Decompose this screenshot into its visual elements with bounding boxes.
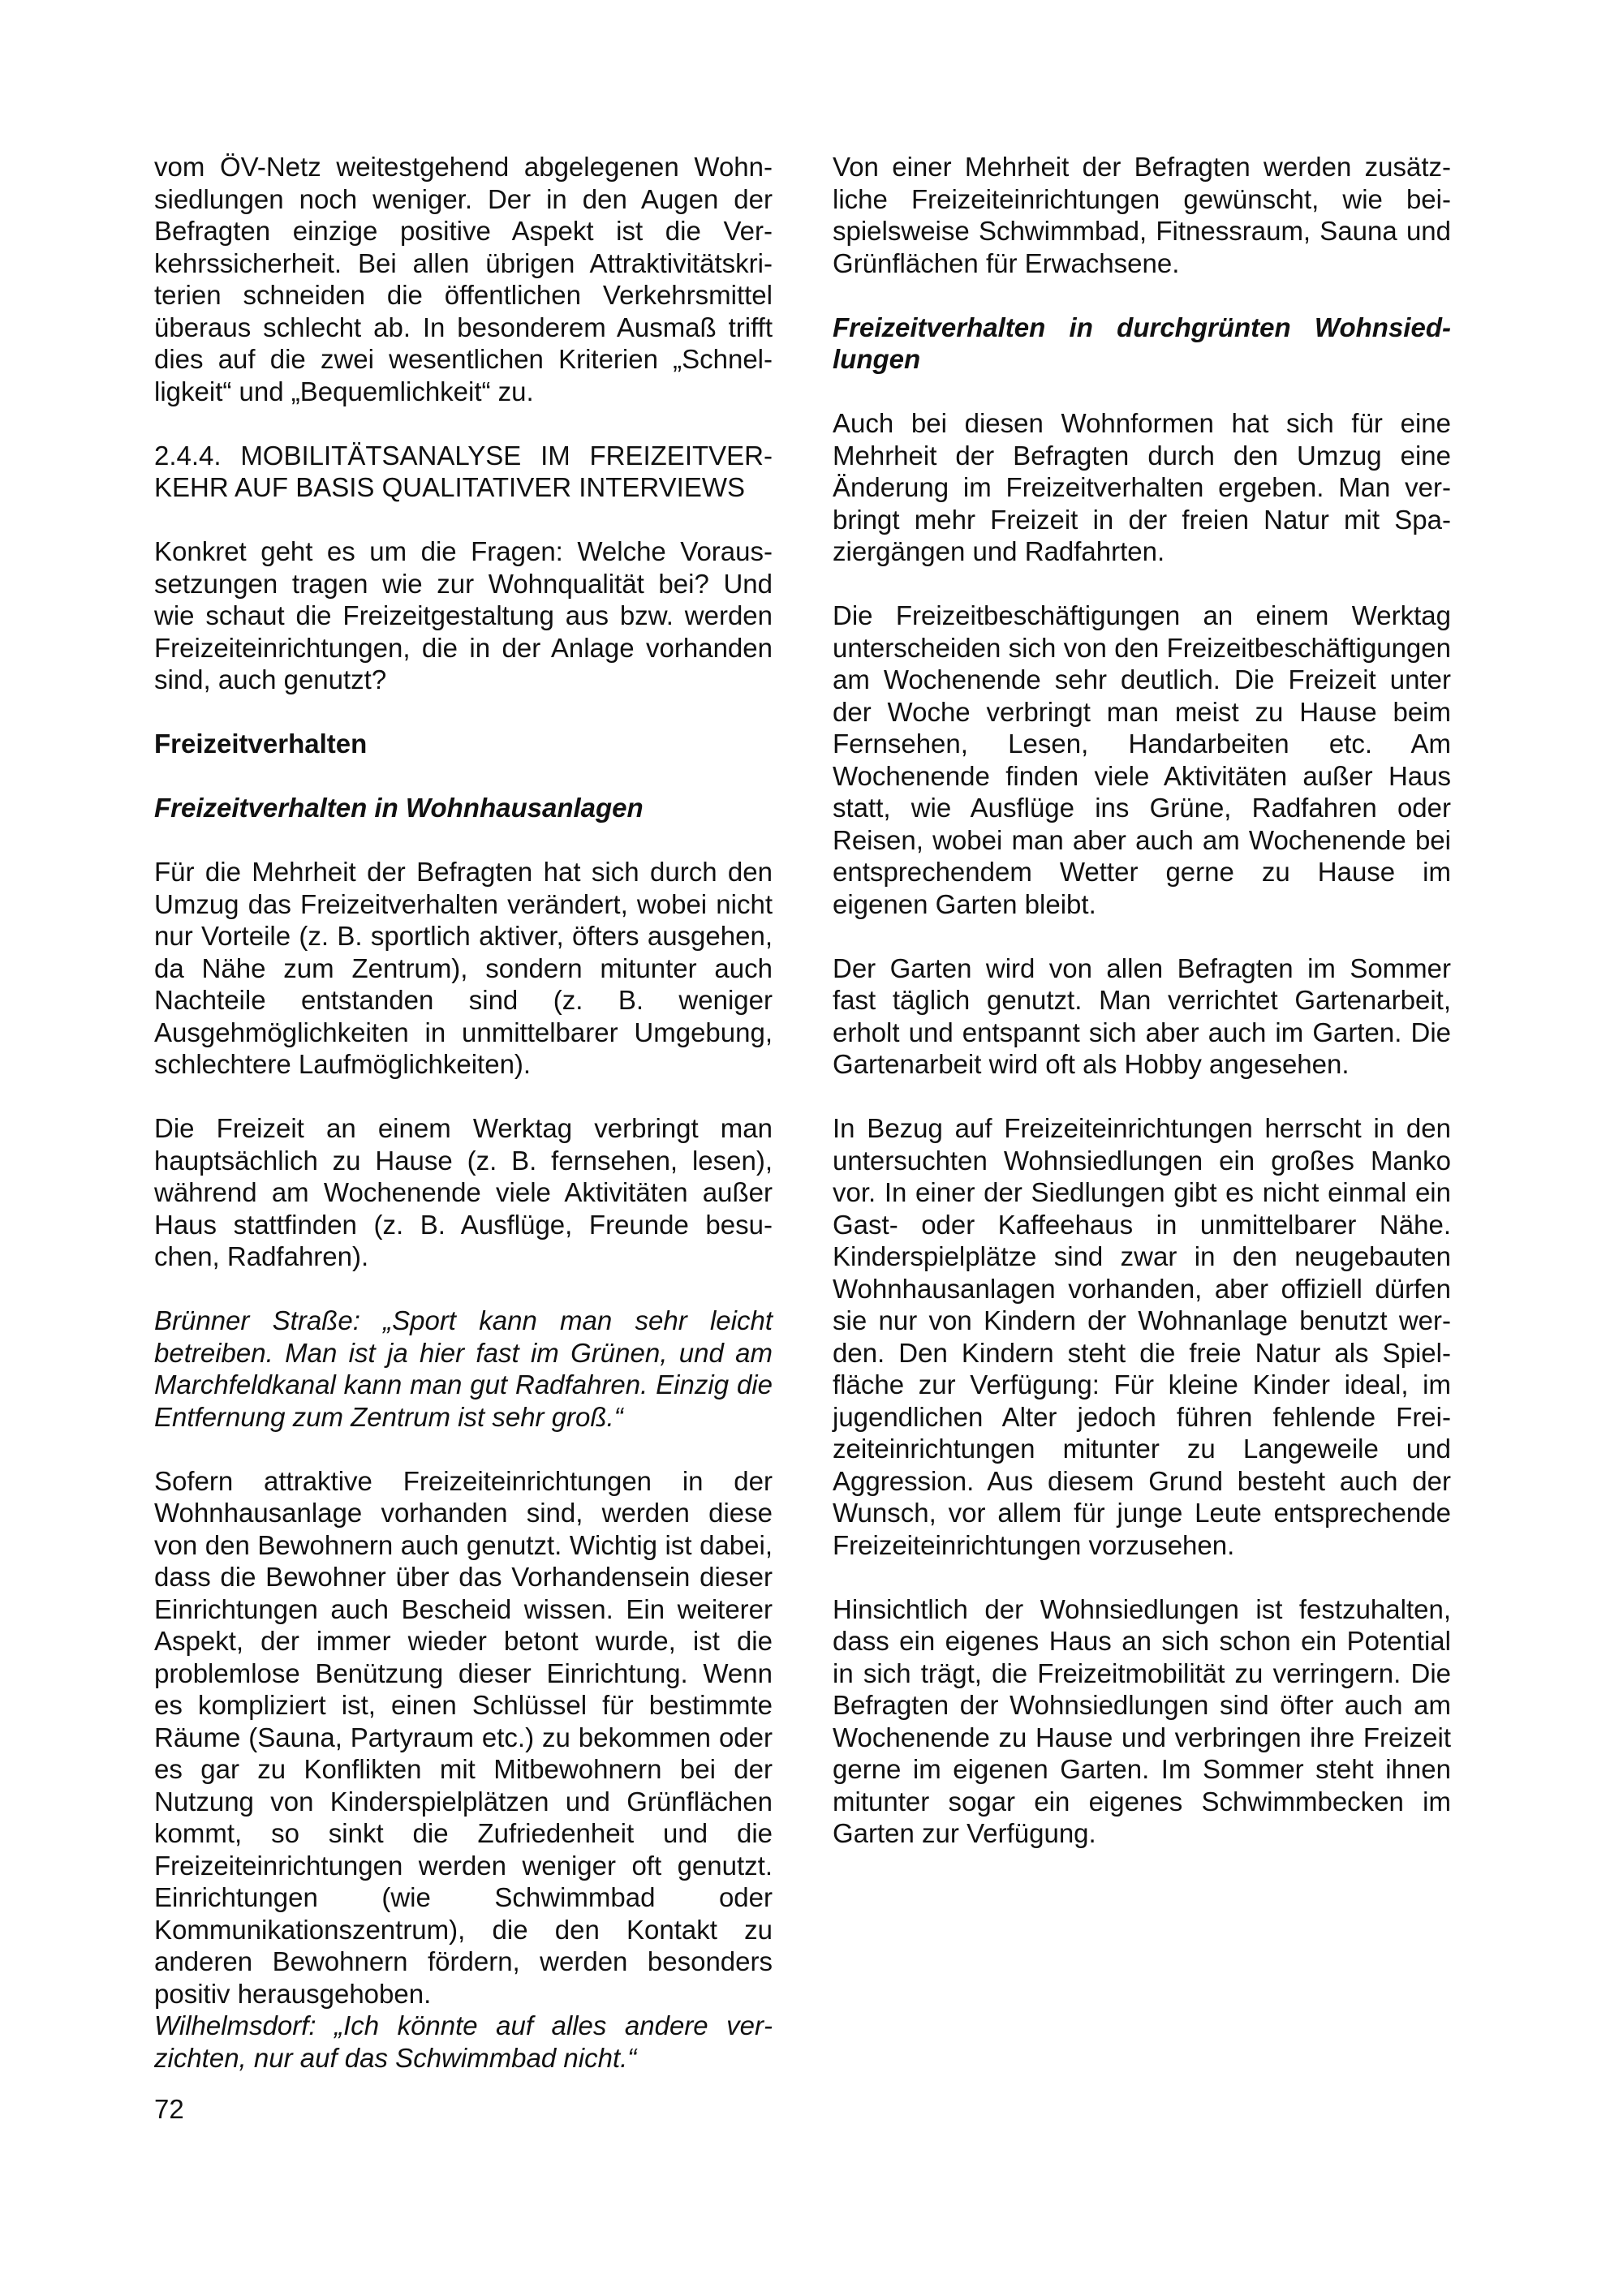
section-heading: 2.4.4. MOBILITÄTSANALYSE IM FREIZEITVERKEHR AUF BASIS QUALITATIVER INTERVIEWS [154,440,773,502]
paragraph: Die Freizeit an einem Werktag verbringt man hauptsächlich zu Hause (z. B. fernsehen, lesen), während am Wochenende viele Aktivitäten außer Haus stattfinden (z. B. Ausflüge, Freunde besuchen, Radfahren). [154,1113,773,1271]
paragraph: Von einer Mehrheit der Befragten werden zusätzliche Freizeiteinrichtungen gewünscht, wie beispielsweise Schwimmbad, Fitnessraum, Sauna und Grünflächen für Erwachsene. [833,152,1451,278]
subsubheading: Freizeitverhalten in Wohnhausanlagen [154,793,644,823]
right-column [833,151,1451,1881]
paragraph: Für die Mehrheit der Befragten hat sich durch den Umzug das Freizeitverhalten verändert, wobei nicht nur Vorteile (z. B. sportlich aktiver, öfters ausgehen, da Nähe zum Zentrum), sondern mitunter auch Nachteile entstanden sind (z. B. weniger Ausgehmöglichkeiten in unmittelbarer Umgebung, schlechtere Laufmöglichkeiten). [154,857,773,1079]
paragraph: Der Garten wird von allen Befragten im Sommer fast täglich genutzt. Man verrichtet Gartenarbeit, erholt und entspannt sich aber auch im Garten. Die Gartenarbeit wird oft als Hobby angesehen. [833,952,1451,1079]
interview-quote: Brünner Straße: „Sport kann man sehr leicht betreiben. Man ist ja hier fast im Grünen, und am Marchfeldkanal kann man gut Radfahren. Einzig die Entfernung zum Zentrum ist sehr groß.“ [154,1305,773,1432]
paragraph: Hinsichtlich der Wohnsiedlungen ist festzuhalten, dass ein eigenes Haus an sich schon ein Potential in sich trägt, die Freizeitmobilität zu verringern. Die Befragten der Wohnsiedlungen sind öfter auch am Wochenende zu Hause und verbringen ihre Freizeit gerne im eigenen Garten. Im Sommer steht ihnen mitunter sogar ein eigenes Schwimmbecken im Garten zur Verfügung. [833,1593,1451,1848]
paragraph: In Bezug auf Freizeiteinrichtungen herrscht in den untersuchten Wohnsiedlungen ein großes Manko vor. In einer der Siedlungen gibt es nicht einmal ein Gast- oder Kaffeehaus in unmittelbarer Nähe. Kinderspielplätze sind zwar in den neugebauten Wohnhausanlagen vorhanden, aber offiziell dürfen sie nur von Kindern der Wohnanlage benutzt werden. Den Kindern steht die freie Natur als Spielfläche zur Verfügung: Für kleine Kinder ideal, im jugendlichen Alter jedoch führen fehlende Freizeiteinrichtungen mitunter zu Langeweile und Aggression. Aus diesem Grund besteht auch der Wunsch, vor allem für junge Leute entsprechende Freizeiteinrichtungen vorzusehen. [833,1113,1451,1560]
page-number: 72 [154,2094,184,2124]
subheading: Freizeitverhalten [154,729,368,759]
paragraph: Die Freizeitbeschäftigungen an einem Werktag unterscheiden sich von den Freizeitbeschäftigungen am Wochenende sehr deutlich. Die Freizeit unter der Woche verbringt man meist zu Hause beim Fernsehen, Lesen, Handarbeiten etc. Am Wochenende finden viele Aktivitäten außer Haus statt, wie Ausflüge ins Grüne, Radfahren oder Reisen, wobei man aber auch am Wochenende bei entsprechendem Wetter gerne zu Hause im eigenen Garten bleibt. [833,600,1451,919]
paragraph: Konkret geht es um die Fragen: Welche Voraussetzungen tragen wie zur Wohnqualität bei? Und wie schaut die Freizeitgestaltung aus bzw. werden Freizeiteinrichtungen, die in der Anlage vorhanden sind, auch genutzt? [154,536,773,694]
interview-quote: Wilhelmsdorf: „Ich könnte auf alles andere verzichten, nur auf das Schwimmbad nicht.“ [154,2010,773,2073]
subsubheading: Freizeitverhalten in durchgrünten Wohnsiedlungen [833,312,1451,374]
paragraph: Sofern attraktive Freizeiteinrichtungen in der Wohnhausanlage vorhanden sind, werden diese von den Bewohnern auch genutzt. Wichtig ist dabei, dass die Bewohner über das Vorhandensein dieser Einrichtungen auch Bescheid wissen. Ein weiterer Aspekt, der immer wieder betont wurde, ist die problemlose Benützung dieser Einrichtung. Wenn es kompliziert ist, einen Schlüssel für bestimmte Räume (Sauna, Partyraum etc.) zu bekommen oder es gar zu Konflikten mit Mitbewohnern bei der Nutzung von Kinderspielplätzen und Grünflächen kommt, so sinkt die Zufriedenheit und die Freizeiteinrichtungen werden weniger oft genutzt. Einrichtungen (wie Schwimmbad oder Kommunikationszentrum), die den Kontakt zu anderen Bewohnern fördern, werden besonders positiv herausgehoben. [154,1465,773,2009]
left-column [154,151,773,2074]
paragraph: Auch bei diesen Wohnformen hat sich für eine Mehrheit der Befragten durch den Umzug eine Änderung im Freizeitverhalten ergeben. Man verbringt mehr Freizeit in der freien Natur mit Spaziergängen und Radfahrten. [833,408,1451,566]
paragraph: vom ÖV-Netz weitestgehend abgelegenen Wohnsiedlungen noch weniger. Der in den Augen der Befragten einzige positive Aspekt ist die Verkehrssicherheit. Bei allen übrigen Attraktivitätskriterien schneiden die öffentlichen Verkehrsmittel überaus schlecht ab. In besonderem Ausmaß trifft dies auf die zwei wesentlichen Kriterien „Schnelligkeit“ und „Bequemlichkeit“ zu. [154,152,773,406]
